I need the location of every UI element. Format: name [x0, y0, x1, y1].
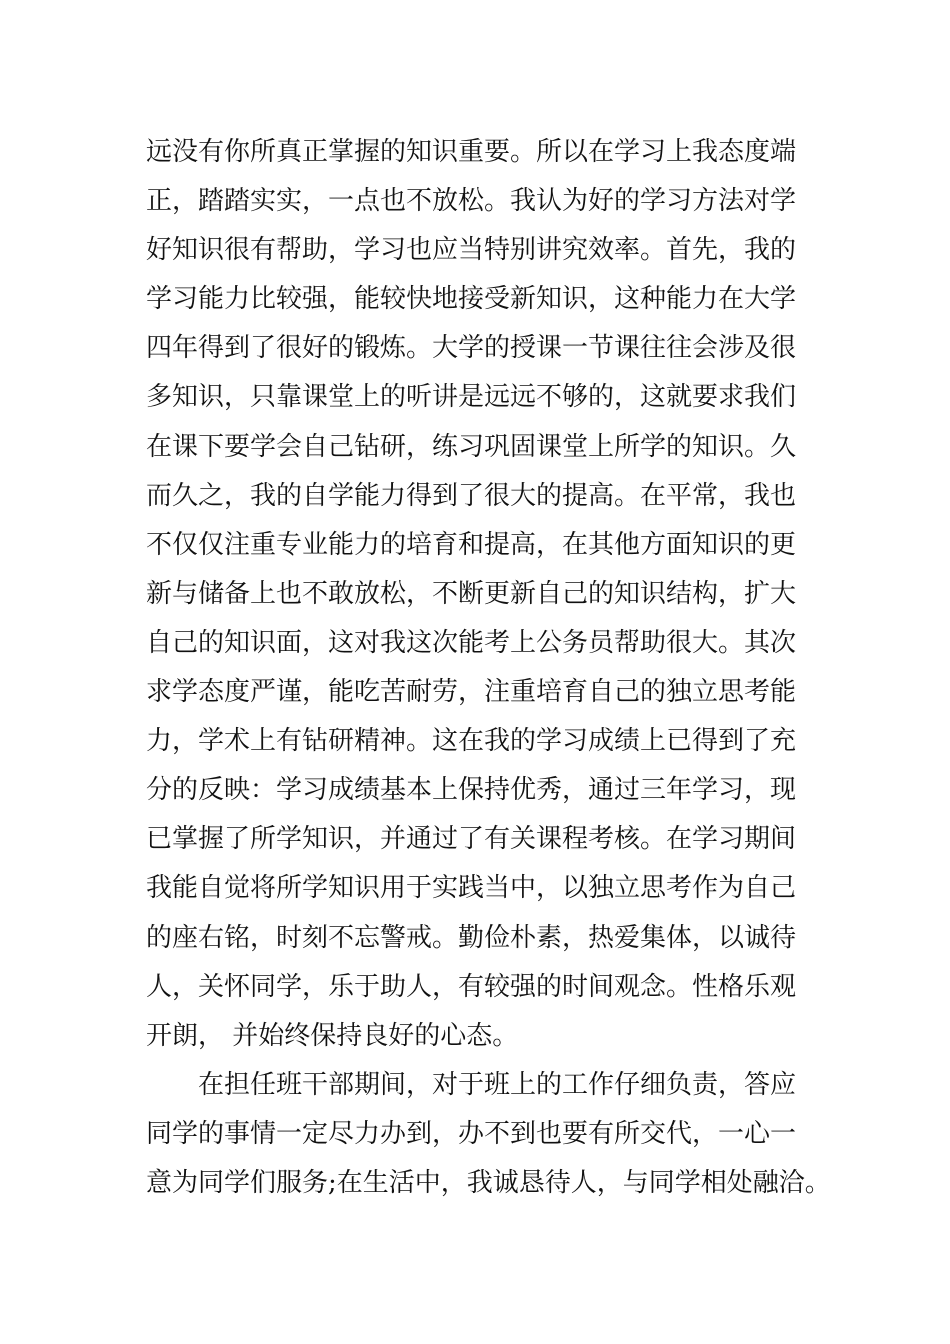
- paragraph-line: 多知识，只靠课堂上的听讲是远远不够的，这就要求我们: [146, 382, 797, 413]
- paragraph-line: 四年得到了很好的锻炼。大学的授课一节课往往会涉及很: [146, 333, 797, 364]
- paragraph-line: 远没有你所真正掌握的知识重要。所以在学习上我态度端: [146, 137, 797, 167]
- paragraph-line: 的座右铭，时刻不忘警戒。勤俭朴素，热爱集体，以诚待: [146, 922, 797, 953]
- paragraph-line: 已掌握了所学知识，并通过了有关课程考核。在学习期间: [146, 824, 797, 855]
- paragraph-line: 而久之，我的自学能力得到了很大的提高。在平常，我也: [146, 480, 797, 511]
- document-body: [146, 128, 846, 1208]
- paragraph-line: 在担任班干部期间，对于班上的工作仔细负责，答应: [198, 1069, 797, 1100]
- paragraph-line: 新与储备上也不敢放松，不断更新自己的知识结构，扩大: [146, 578, 797, 609]
- paragraph-line: 我能自觉将所学知识用于实践当中，以独立思考作为自己: [146, 873, 797, 904]
- paragraph-line: 开朗， 并始终保持良好的心态。: [146, 1020, 519, 1051]
- paragraph-line: 正，踏踏实实，一点也不放松。我认为好的学习方法对学: [146, 186, 797, 217]
- paragraph-line: 自己的知识面，这对我这次能考上公务员帮助很大。其次: [146, 627, 797, 658]
- paragraph-2: [146, 1061, 846, 1208]
- paragraph-line: 不仅仅注重专业能力的培育和提高，在其他方面知识的更: [146, 529, 797, 560]
- paragraph-line: 力，学术上有钻研精神。这在我的学习成绩上已得到了充: [146, 726, 797, 757]
- paragraph-line: 意为同学们服务;在生活中，我诚恳待人，与同学相处融洽。: [146, 1167, 831, 1198]
- paragraph-line: 好知识很有帮助，学习也应当特别讲究效率。首先，我的: [146, 235, 797, 266]
- paragraph-line: 人，关怀同学，乐于助人，有较强的时间观念。性格乐观: [146, 971, 797, 1002]
- paragraph-line: 学习能力比较强，能较快地接受新知识，这种能力在大学: [146, 284, 797, 315]
- paragraph-line: 求学态度严谨，能吃苦耐劳，注重培育自己的独立思考能: [146, 677, 797, 708]
- paragraph-1: [146, 128, 846, 1061]
- paragraph-line: 同学的事情一定尽力办到，办不到也要有所交代，一心一: [146, 1118, 797, 1149]
- paragraph-line: 分的反映：学习成绩基本上保持优秀，通过三年学习，现: [146, 775, 797, 806]
- paragraph-line: 在课下要学会自己钻研，练习巩固课堂上所学的知识。久: [146, 431, 797, 462]
